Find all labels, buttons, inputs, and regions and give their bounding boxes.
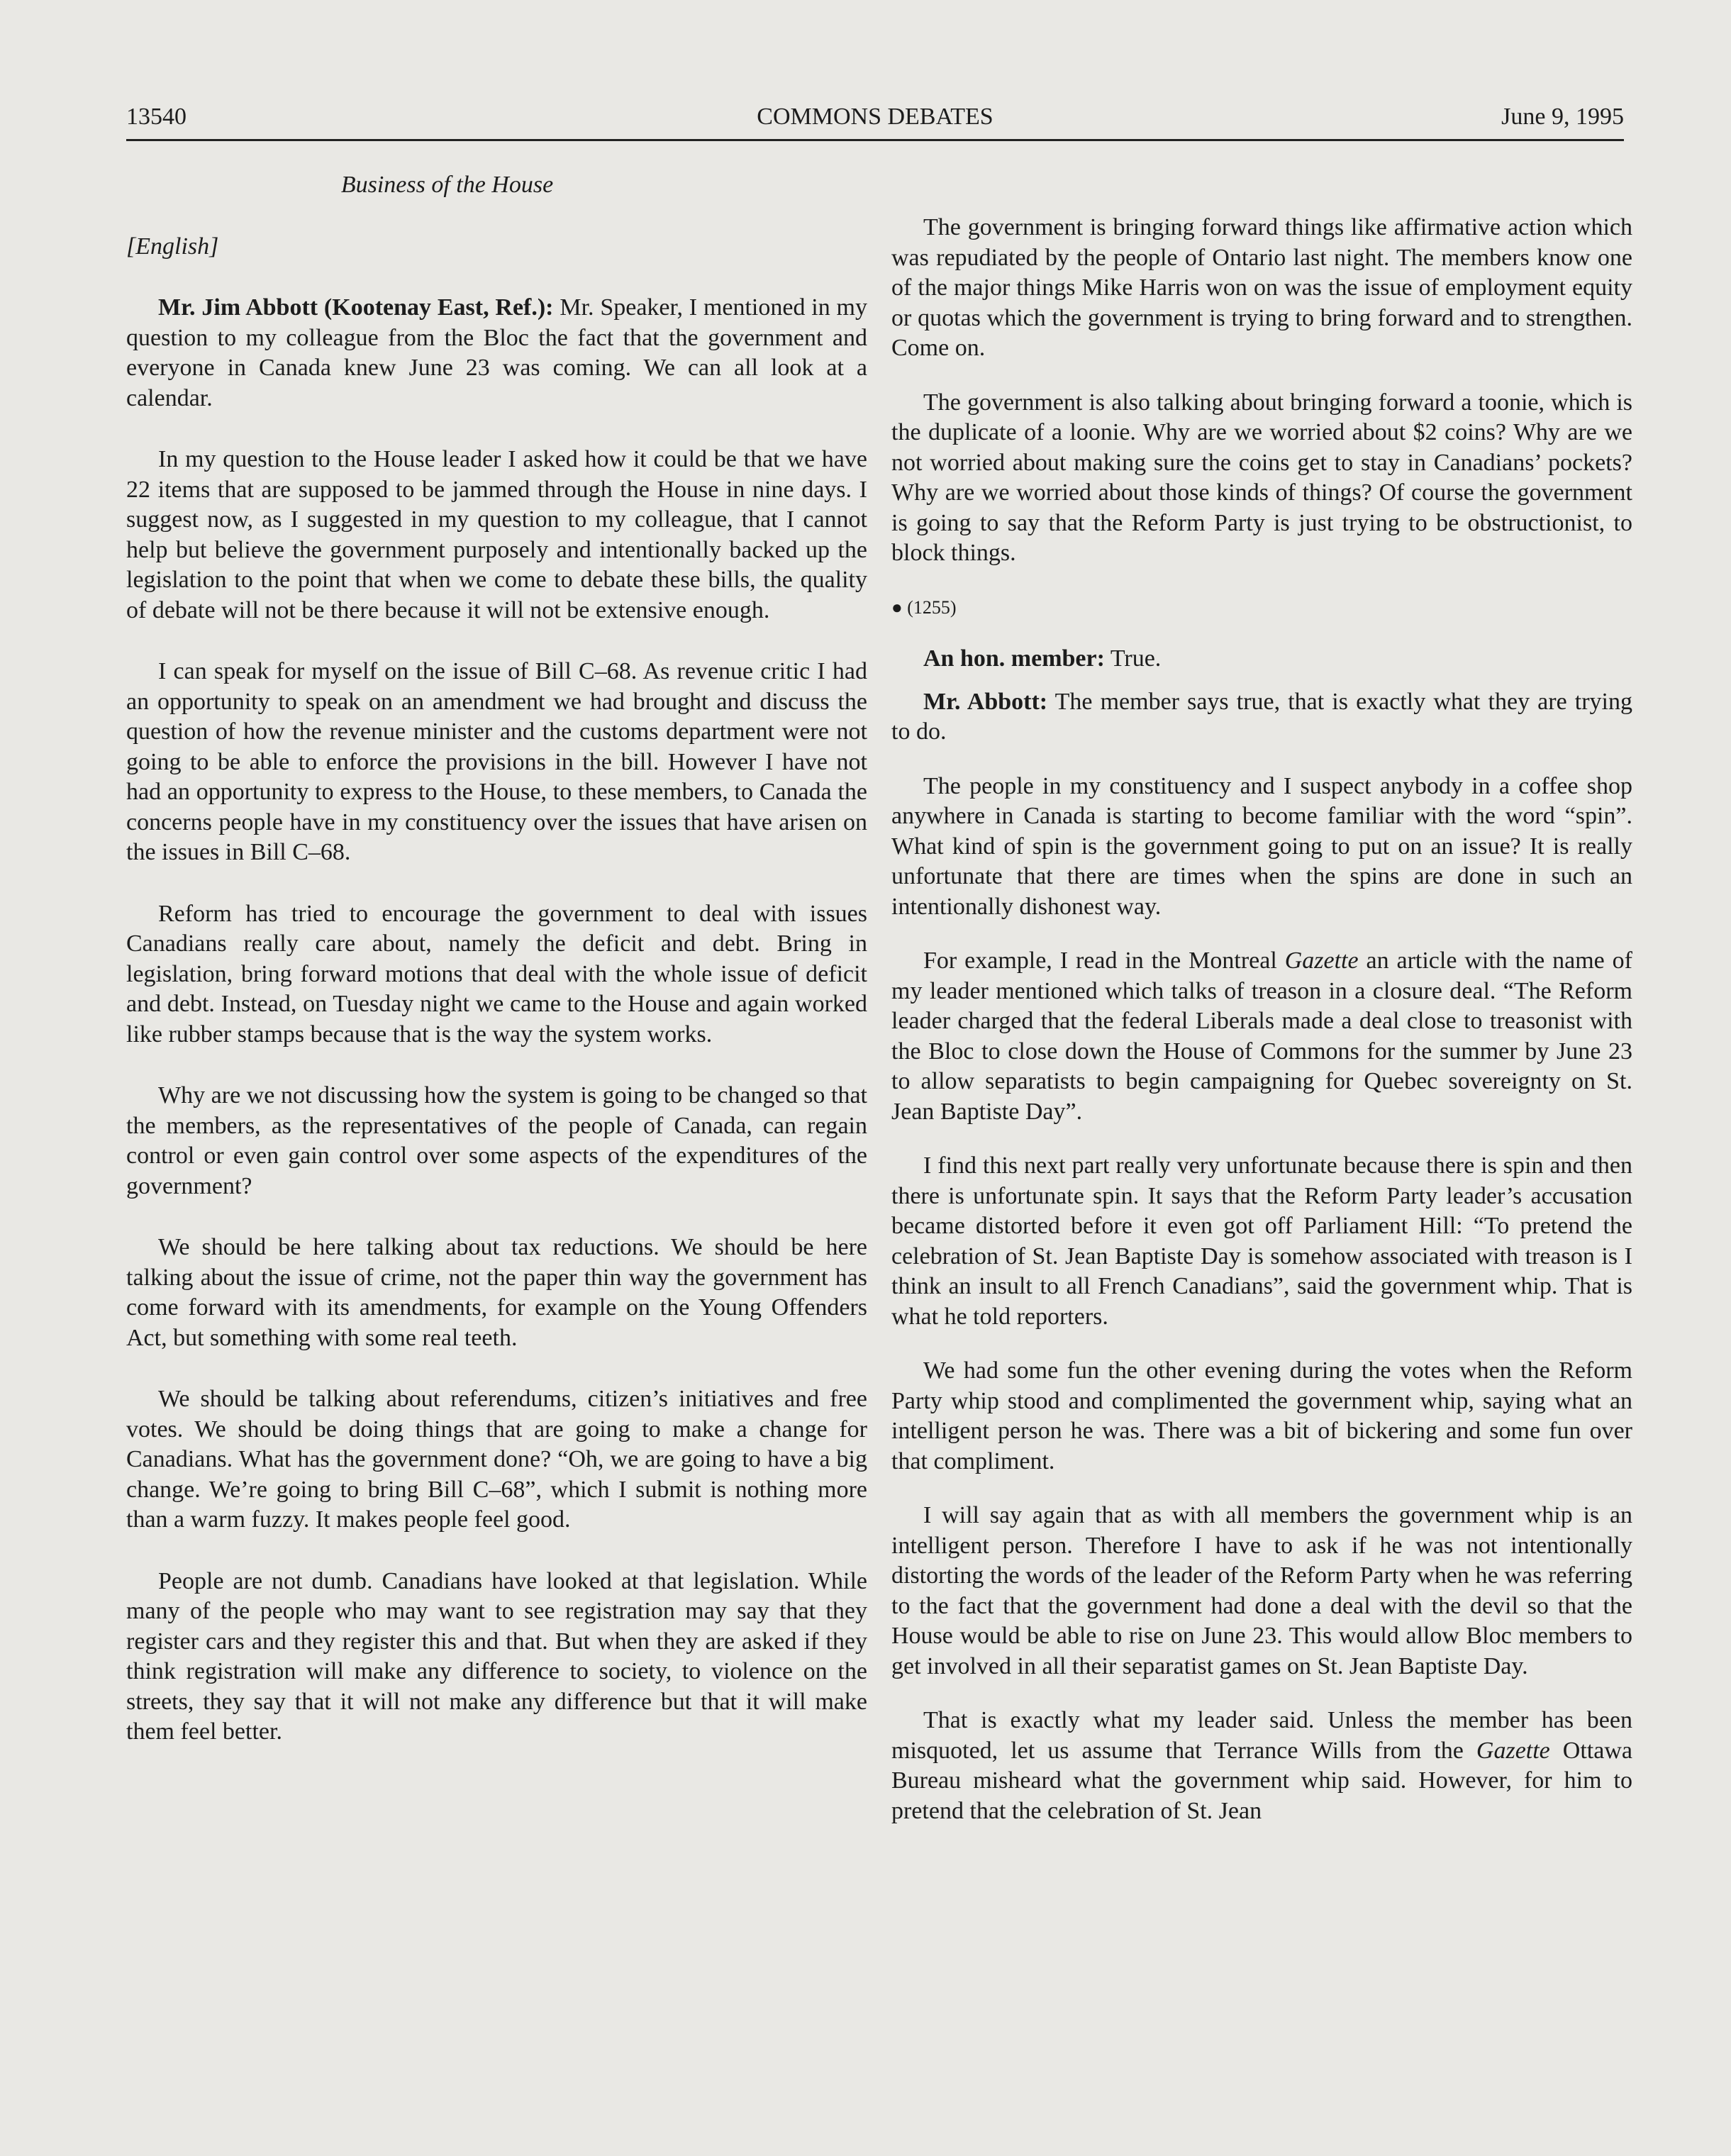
speaker-name: Mr. Jim Abbott (Kootenay East, Ref.): [158, 294, 554, 321]
paragraph: I will say again that as with all members the government whip is an intelligent person. Therefore I have to ask if he was not intentionally distorting the words of the leader of the Reform Party when he was referring to the fact that the government had done a deal with the devil so that the House would be able to rise on June 23. This would allow Bloc members to get involved in all their separatist games on St. Jean Baptiste Day. [891, 1502, 1632, 1679]
paragraph: The people in my constituency and I suspect anybody in a coffee shop anywhere in Canada is starting to become familiar with the word “spin”. What kind of spin is the government going to put on an issue? It is really unfortunate that there are times when the spins are done in such an intentionally dishonest way. [891, 772, 1632, 920]
page-date: June 9, 1995 [1501, 104, 1624, 130]
speech-text: Mr. Speaker, I mentioned in my question to my colleague from the Bloc the fact that the government and everyone in Canada knew June 23 was coming. We can all look at a calendar. [126, 294, 867, 411]
paragraph: People are not dumb. Canadians have looked at that legislation. While many of the people who may want to see registration may say that they register cars and they register this and that. But when they are asked if they think registration will make any difference to society, to violence on the streets, they say that it will not make any difference but that it will make them feel better. [126, 1567, 867, 1745]
paragraph: In my question to the House leader I asked how it could be that we have 22 items that are supposed to be jammed through the House in nine days. I suggest now, as I suggested in my question to my colleague, that I cannot help but believe the government purposely and intentionally backed up the legislation to the point that when we come to debate these bills, the quality of debate will not be there because it will not be extensive enough. [126, 446, 867, 623]
paragraph: We should be here talking about tax reductions. We should be here talking about the issue of crime, not the paper thin way the government has come forward with its amendments, for example on the Young Offenders Act, but something with some real teeth. [126, 1234, 867, 1351]
text-run: Ottawa Bureau misheard what the government whip said. However, for him to pretend that the celebration of St. Jean [891, 1737, 1632, 1824]
paragraph [891, 687, 1632, 748]
page-number: 13540 [126, 104, 187, 130]
paragraph [126, 293, 867, 413]
speech-text: The member says true, that is exactly what they are trying to do. [891, 688, 1632, 745]
paragraph: The government is also talking about bringing forward a toonie, which is the duplicate of a loonie. Why are we worried about $2 coins? Why are we not worried about making sure the coins get to stay in Canadians’ pockets? Why are we worried about those kinds of things? Of course the government is going to say that the Reform Party is just trying to be obstructionist, to block things. [891, 389, 1632, 566]
publication-title: COMMONS DEBATES [757, 104, 993, 130]
paragraph: We had some fun the other evening during the votes when the Reform Party whip stood and complimented the government whip, saying what an intelligent person he was. There was a bit of bickering and some fun over that compliment. [891, 1357, 1632, 1474]
speaker-name: An hon. member: [923, 645, 1105, 672]
paragraph: Reform has tried to encourage the government to deal with issues Canadians really care about, namely the deficit and debt. Bring in legislation, bring forward motions that deal with the whole issue of deficit and debt. Instead, on Tuesday night we came to the House and again worked like rubber stamps because that is the way the system works. [126, 900, 867, 1048]
newspaper-name: Gazette [1476, 1737, 1550, 1764]
paragraph: I find this next part really very unfortunate because there is spin and then there is unfortunate spin. It says that the Reform Party leader’s accusation became distorted before it even got off Parliament Hill: “To pretend the celebration of St. Jean Baptiste Day is somehow associated with treason is I think an insult to all French Canadians”, said the government whip. That is what he told reporters. [891, 1152, 1632, 1330]
paragraph: The government is bringing forward things like affirmative action which was repudiated by the people of Ontario last night. The members know one of the major things Mike Harris won on was the issue of employment equity or quotas which the government is trying to bring forward and to strengthen. Come on. [891, 214, 1632, 361]
text-run: For example, I read in the Montreal [923, 948, 1285, 974]
language-tag: [English] [126, 233, 219, 260]
speech-text: True. [1104, 645, 1162, 672]
speaker-name: Mr. Abbott: [923, 688, 1048, 715]
paragraph [891, 1706, 1632, 1826]
time-stamp: ● (1255) [891, 596, 957, 618]
paragraph: I can speak for myself on the issue of Bill C–68. As revenue critic I had an opportunity to speak on an amendment we had brought and discuss the question of how the revenue minister and the customs department were not going to be able to enforce the provisions in the bill. However I have not had an opportunity to express to the House, to these members, to Canada the concerns people have in my constituency over the issues that have arisen on the issues in Bill C–68. [126, 658, 867, 865]
left-column [126, 170, 867, 1779]
page-header [126, 99, 1624, 142]
paragraph [891, 644, 1632, 674]
paragraph: We should be talking about referendums, citizen’s initiatives and free votes. We should be doing things that are going to make a change for Canadians. What has the government done? “Oh, we are going to have a big change. We’re going to bring Bill C–68”, which I submit is nothing more than a warm fuzzy. It makes people feel good. [126, 1386, 867, 1533]
text-run: That is exactly what my leader said. Unless the member has been misquoted, let us assume that Terrance Wills from the [891, 1707, 1632, 1764]
header-rule [126, 139, 1624, 141]
section-title: Business of the House [340, 172, 554, 198]
paragraph [891, 946, 1632, 1127]
newspaper-name: Gazette [1284, 948, 1359, 974]
right-column [891, 213, 1632, 1850]
paragraph: Why are we not discussing how the system is going to be changed so that the members, as the representatives of the people of Canada, can regain control or even gain control over some aspects of the expenditures of the government? [126, 1082, 867, 1199]
text-run: an article with the name of my leader mentioned which talks of treason in a closure deal. “The Reform leader charged that the federal Liberals made a deal close to treasonist with the Bloc to close down the House of Commons for the summer by June 23 to allow separatists to begin campaigning for Quebec sovereignty on St. Jean Baptiste Day”. [891, 948, 1632, 1125]
